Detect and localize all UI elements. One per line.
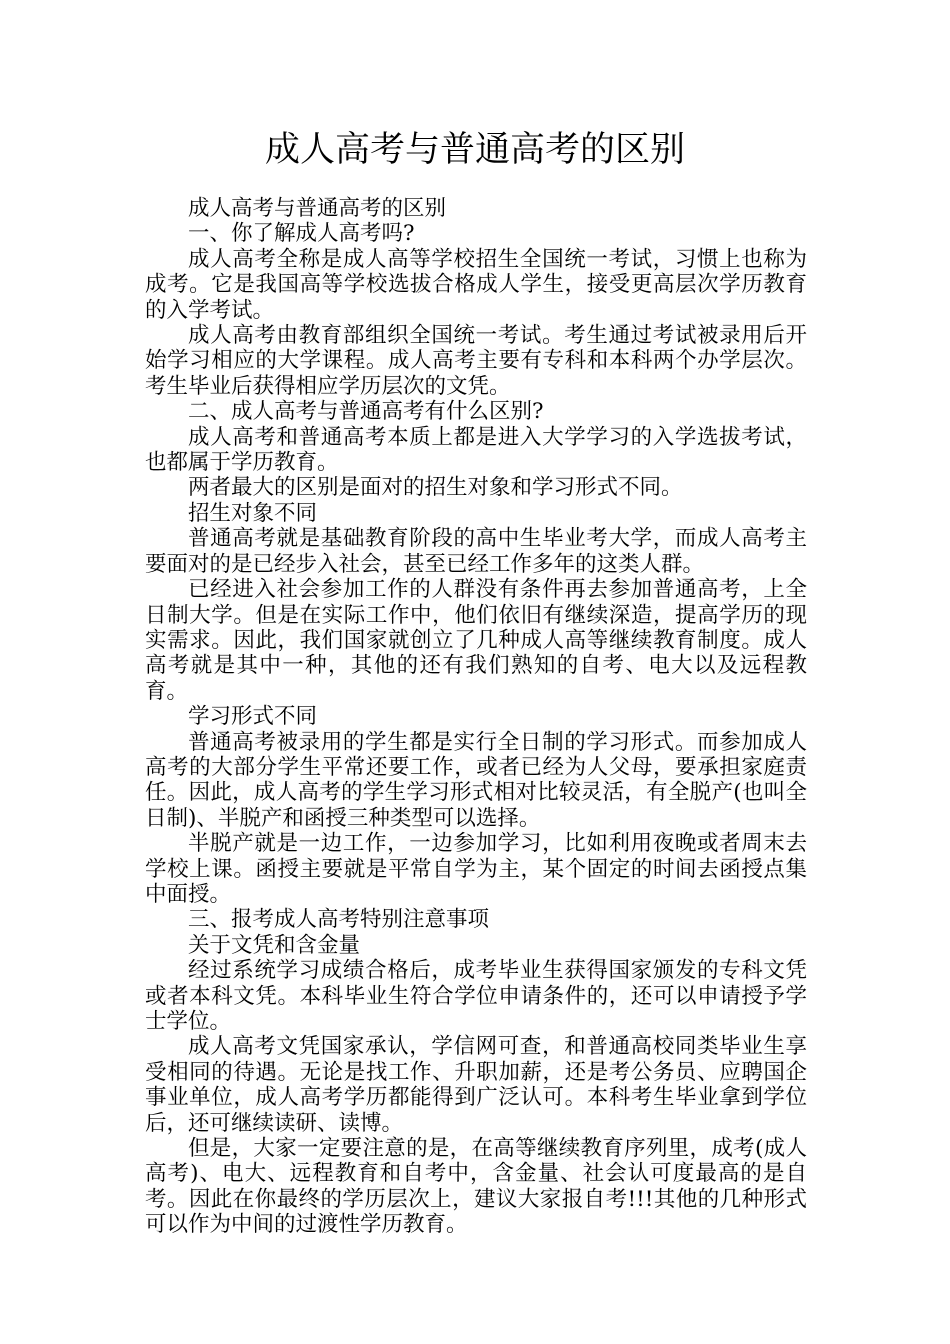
subheading-enrollment-target: 招生对象不同 xyxy=(188,500,318,526)
section-heading-1: 一、你了解成人高考吗? xyxy=(188,221,415,247)
paragraph: 经过系统学习成绩合格后，成考毕业生获得国家颁发的专科文凭或者本科文凭。本科毕业生符合学位申请条件的，还可以申请授予学士学位。 xyxy=(145,958,807,1034)
paragraph: 成人高考文凭国家承认，学信网可查，和普通高校同类毕业生享受相同的待遇。无论是找工作、升职加薪，还是考公务员、应聘国企事业单位，成人高考学历都能得到广泛认可。本科考生毕业拿到学位后，还可继续读研、读博。 xyxy=(145,1034,807,1136)
paragraph: 成人高考由教育部组织全国统一考试。考生通过考试被录用后开始学习相应的大学课程。成人高考主要有专科和本科两个办学层次。考生毕业后获得相应学历层次的文凭。 xyxy=(145,323,807,399)
section-heading-3: 三、报考成人高考特别注意事项 xyxy=(188,907,490,933)
paragraph-heading-repeat: 成人高考与普通高考的区别 xyxy=(188,196,447,221)
document-title: 成人高考与普通高考的区别 xyxy=(264,130,685,170)
paragraph: 普通高考被录用的学生都是实行全日制的学习形式。而参加成人高考的大部分学生平常还要工作，或者已经为人父母，要承担家庭责任。因此，成人高考的学生学习形式相对比较灵活，有全脱产(也叫全日制)、半脱产和函授三种类型可以选择。 xyxy=(145,729,807,831)
paragraph: 但是，大家一定要注意的是，在高等继续教育序列里，成考(成人高考)、电大、远程教育和自考中，含金量、社会认可度最高的是自考。因此在你最终的学历层次上，建议大家报自考!!!其他的几种形式可以作为中间的过渡性学历教育。 xyxy=(145,1136,807,1238)
paragraph: 成人高考全称是成人高等学校招生全国统一考试，习惯上也称为成考。它是我国高等学校选拔合格成人学生，接受更高层次学历教育的入学考试。 xyxy=(145,246,807,323)
subheading-diploma-value: 关于文凭和含金量 xyxy=(188,932,361,958)
paragraph: 半脱产就是一边工作，一边参加学习，比如利用夜晚或者周末去学校上课。函授主要就是平常自学为主，某个固定的时间去函授点集中面授。 xyxy=(145,831,807,907)
document-body xyxy=(145,196,807,1238)
paragraph: 成人高考和普通高考本质上都是进入大学学习的入学选拔考试，也都属于学历教育。 xyxy=(145,424,807,476)
paragraph: 已经进入社会参加工作的人群没有条件再去参加普通高考，上全日制大学。但是在实际工作中，他们依旧有继续深造，提高学历的现实需求。因此，我们国家就创立了几种成人高等继续教育制度。成人高考就是其中一种，其他的还有我们熟知的自考、电大以及远程教育。 xyxy=(145,577,807,704)
section-heading-2: 二、成人高考与普通高考有什么区别? xyxy=(188,399,544,425)
paragraph: 两者最大的区别是面对的招生对象和学习形式不同。 xyxy=(188,475,683,501)
paragraph: 普通高考就是基础教育阶段的高中生毕业考大学，而成人高考主要面对的是已经步入社会，甚至已经工作多年的这类人群。 xyxy=(145,526,807,577)
subheading-study-form: 学习形式不同 xyxy=(188,704,318,730)
